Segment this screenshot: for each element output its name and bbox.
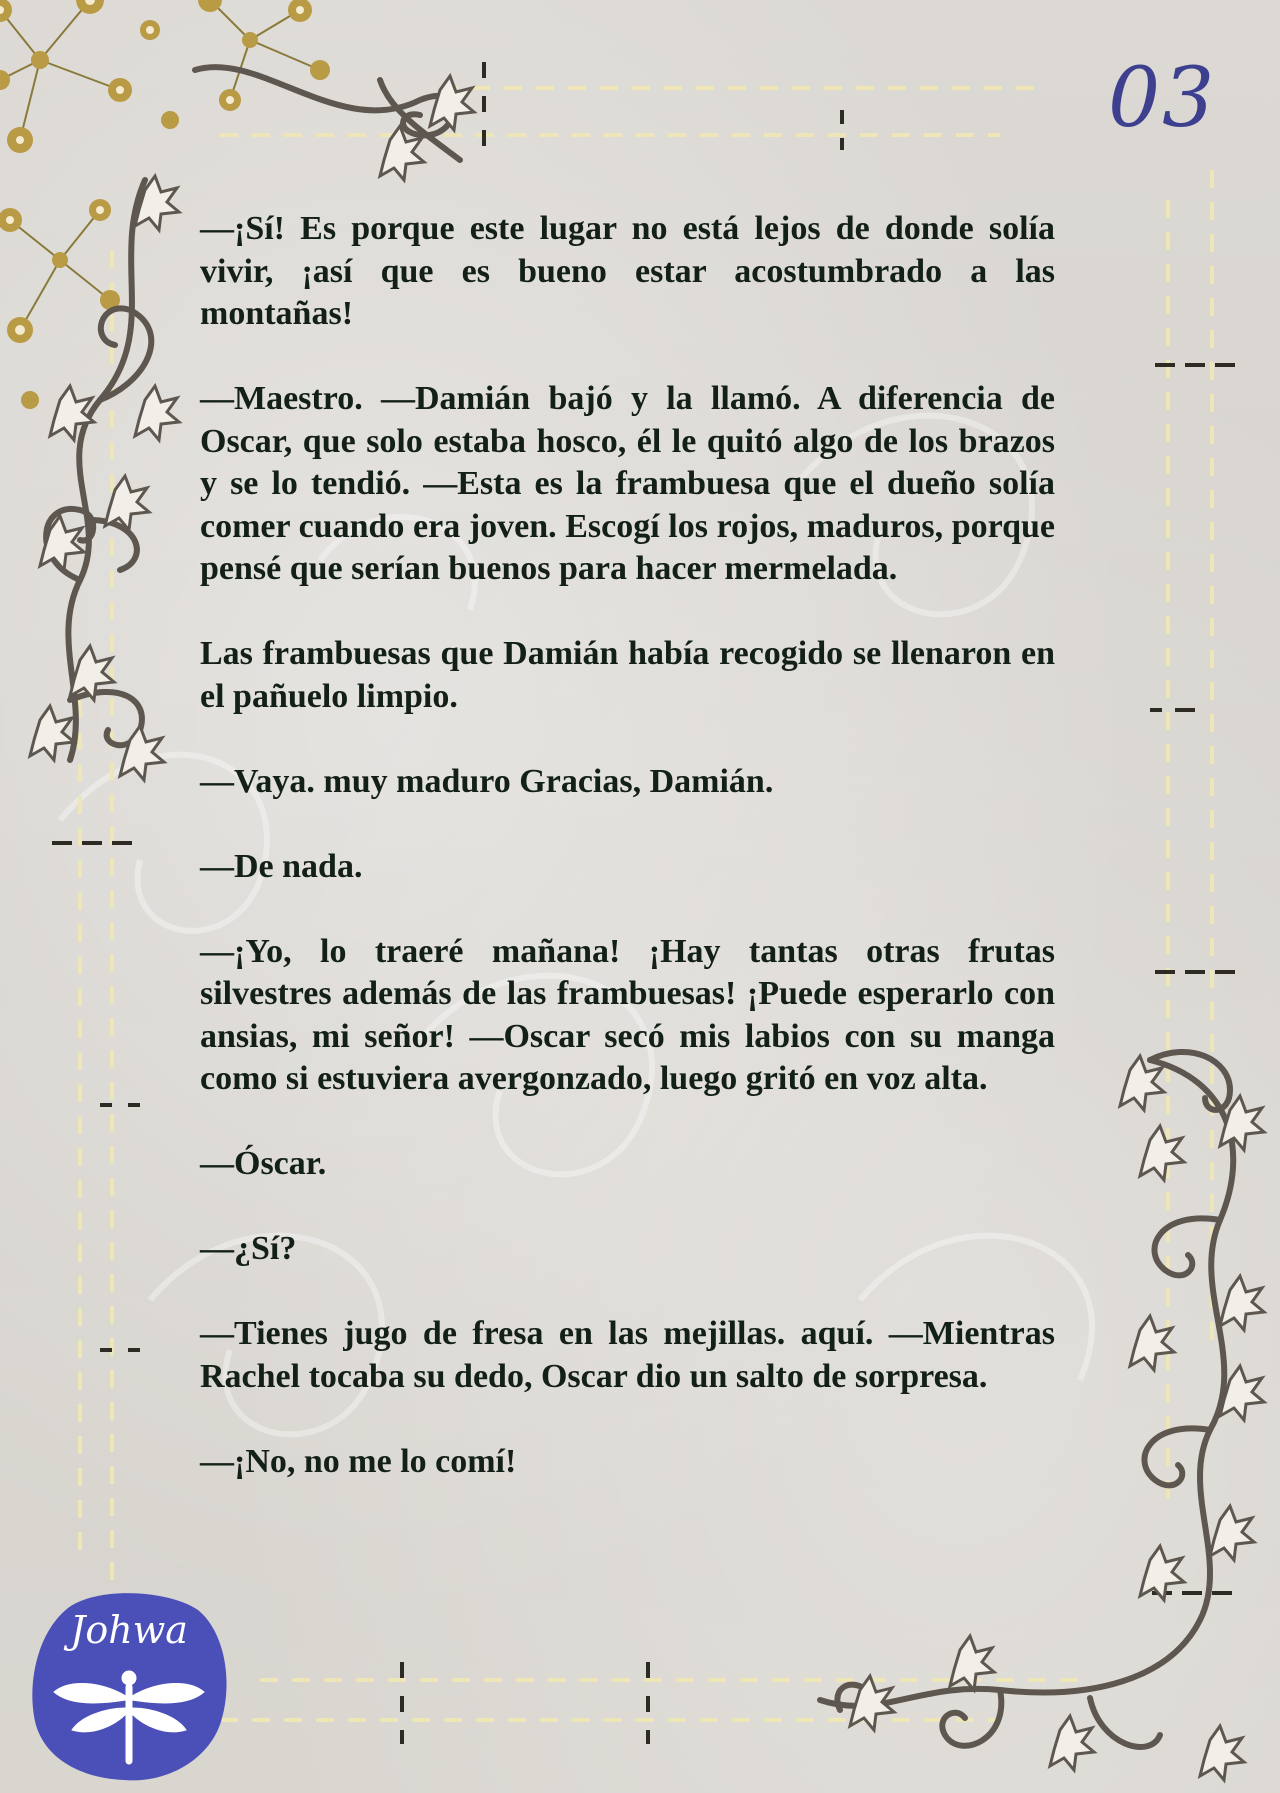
paragraph: —Maestro. —Damián bajó y la llamó. A diferencia de Oscar, que solo estaba hosco, él le quitó algo de los brazos y se lo tendió. —Esta es la frambuesa que el dueño solía comer cuando era joven. Escogí los rojos, maduros, porque pensé que serían buenos para hacer mermelada. bbox=[200, 380, 1055, 587]
johwa-logo bbox=[28, 1588, 230, 1783]
paragraph: —Óscar. bbox=[200, 1145, 327, 1182]
paragraph: —¿Sí? bbox=[200, 1230, 297, 1267]
page-number: 03 bbox=[1108, 51, 1217, 146]
paragraph: —¡Sí! Es porque este lugar no está lejos de donde solía vivir, ¡así que es bueno estar acostumbrado a las montañas! bbox=[200, 210, 1055, 332]
paragraph: —Tienes jugo de fresa en las mejillas. aquí. —Mientras Rachel tocaba su dedo, Oscar dio un salto de sorpresa. bbox=[200, 1315, 1055, 1395]
story-text bbox=[200, 208, 1055, 1483]
paragraph: Las frambuesas que Damián había recogido se llenaron en el pañuelo limpio. bbox=[200, 635, 1055, 715]
paragraph: —¡No, no me lo comí! bbox=[200, 1442, 517, 1480]
logo-text: Johwa bbox=[70, 1608, 188, 1652]
paragraph: —¡Yo, lo traeré mañana! ¡Hay tantas otras frutas silvestres además de las frambuesas! ¡Puede esperarlo con ansias, mi señor! —Oscar secó mis labios con su manga como si estuviera avergonzado, luego gritó en voz alta. bbox=[200, 932, 1055, 1097]
paragraph: —De nada. bbox=[200, 847, 363, 885]
paragraph: —Vaya. muy maduro Gracias, Damián. bbox=[200, 762, 774, 800]
